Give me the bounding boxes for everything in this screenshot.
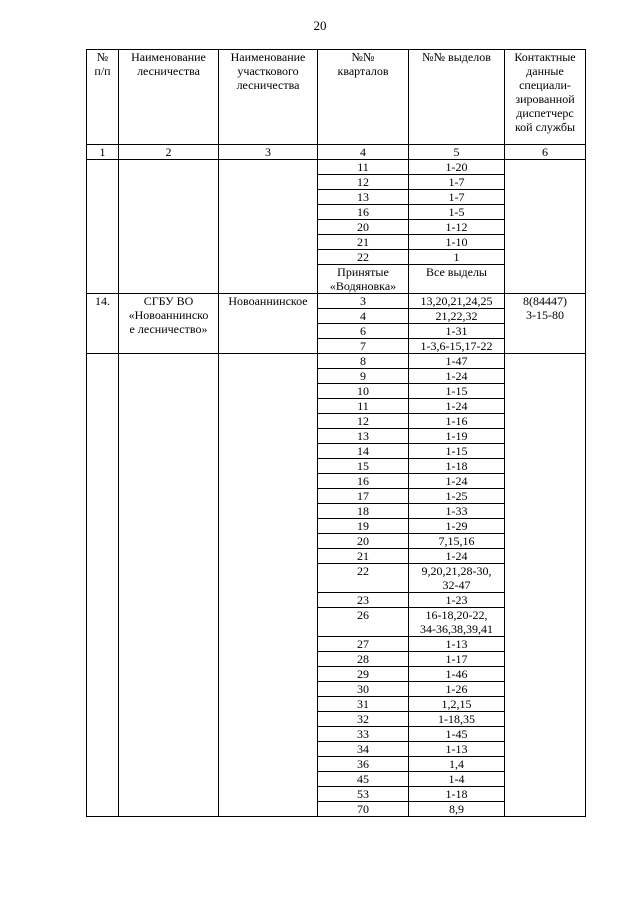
plots-cell-line: 1-29 [445, 519, 468, 533]
empty-uch-cell [219, 160, 318, 294]
plots-cell-line: 9,20,21,28-30, [421, 564, 492, 578]
plots-cell [409, 727, 505, 742]
header-cell [505, 50, 586, 145]
quarter-cell: 29 [318, 667, 409, 682]
quarter-cell: 13 [318, 190, 409, 205]
plots-cell [409, 697, 505, 712]
plots-cell: 1-20 [409, 160, 505, 175]
contact-cell [505, 294, 586, 354]
plots-cell-line: 1-45 [445, 727, 468, 741]
quarter-cell: 13 [318, 429, 409, 444]
plots-cell [409, 354, 505, 369]
column-number: 3 [219, 145, 318, 160]
quarter-cell: 18 [318, 504, 409, 519]
plots-cell [409, 742, 505, 757]
empty-name-cell [119, 160, 219, 294]
quarter-cell: 22 [318, 564, 409, 593]
plots-cell [409, 608, 505, 637]
plots-cell: 1-5 [409, 205, 505, 220]
plots-cell-line: 8,9 [449, 802, 464, 816]
empty-num-cell [87, 160, 119, 294]
column-number: 5 [409, 145, 505, 160]
quarter-cell [318, 265, 409, 294]
column-number: 6 [505, 145, 586, 160]
plots-cell [409, 399, 505, 414]
plots-cell-line: 1-26 [445, 682, 468, 696]
quarter-cell: 9 [318, 369, 409, 384]
quarter-cell: 12 [318, 414, 409, 429]
quarter-cell: 30 [318, 682, 409, 697]
plots-cell [409, 667, 505, 682]
quarter-cell: 16 [318, 205, 409, 220]
plots-cell-line: 1-16 [445, 414, 468, 428]
quarter-cell: 20 [318, 220, 409, 235]
header-cell [318, 50, 409, 145]
plots-cell [409, 489, 505, 504]
plots-cell-line: 1,4 [449, 757, 464, 771]
quarter-cell: 21 [318, 235, 409, 250]
header-cell-line: данные [526, 64, 564, 78]
header-cell-line: специали- [519, 78, 571, 92]
page-number: 20 [313, 18, 327, 33]
header-cell-line: №№ [351, 50, 375, 64]
plots-cell [409, 757, 505, 772]
plots-cell-line: 1-25 [445, 489, 468, 503]
plots-cell-line: 16-18,20-22, [425, 608, 488, 622]
header-cell-line: участкового [237, 64, 299, 78]
header-cell [119, 50, 219, 145]
quarter-cell: 19 [318, 519, 409, 534]
plots-cell-line: 1-17 [445, 652, 468, 666]
plots-cell [409, 459, 505, 474]
quarter-cell: 11 [318, 160, 409, 175]
plots-cell: 1-7 [409, 175, 505, 190]
header-cell-line: лесничества [236, 78, 300, 92]
header-cell-line: зированной [515, 92, 575, 106]
column-number-row [87, 145, 586, 160]
plots-cell [409, 534, 505, 549]
quarter-cell: 36 [318, 757, 409, 772]
table-row [87, 294, 586, 309]
plots-cell-line: 1-4 [448, 772, 465, 786]
plots-cell [409, 444, 505, 459]
plots-cell-line: 7,15,16 [438, 534, 475, 548]
quarter-cell: 17 [318, 489, 409, 504]
quarter-cell: 27 [318, 637, 409, 652]
plots-cell [409, 772, 505, 787]
empty-name-cell [119, 354, 219, 817]
table-row [87, 354, 586, 369]
plots-cell [409, 414, 505, 429]
plots-cell: 1-12 [409, 220, 505, 235]
quarter-cell: 4 [318, 309, 409, 324]
plots-cell [409, 637, 505, 652]
header-cell-line: № [96, 50, 109, 64]
plots-cell-line: 1,2,15 [441, 697, 472, 711]
forestry-name-line: «Новоаннинско [128, 308, 209, 322]
quarter-cell: 32 [318, 712, 409, 727]
forestry-name-line: СГБУ ВО [143, 294, 194, 308]
plots-cell [409, 802, 505, 817]
forestry-table [86, 49, 586, 817]
plots-cell-line: 1-18 [445, 787, 468, 801]
header-cell-line: кой службы [514, 120, 576, 134]
quarter-cell-line: «Водяновка» [329, 279, 397, 293]
plots-cell-line: 1-13 [445, 637, 468, 651]
quarter-cell: 6 [318, 324, 409, 339]
header-cell [87, 50, 119, 145]
forestry-name [119, 294, 219, 354]
empty-uch-cell [219, 354, 318, 817]
plots-cell: 1-3,6-15,17-22 [409, 339, 505, 354]
empty-contact-cell [505, 354, 586, 817]
table-row [87, 160, 586, 175]
header-cell-line: Наименование [230, 50, 306, 64]
plots-cell [409, 787, 505, 802]
quarter-cell: 16 [318, 474, 409, 489]
quarter-cell: 3 [318, 294, 409, 309]
quarter-cell: 8 [318, 354, 409, 369]
quarter-cell: 7 [318, 339, 409, 354]
plots-cell-line: 1-24 [445, 399, 468, 413]
plots-cell-line: 1-47 [445, 354, 468, 368]
header-cell-line: кварталов [337, 64, 389, 78]
plots-cell [409, 652, 505, 667]
header-cell [219, 50, 318, 145]
plots-cell [409, 474, 505, 489]
quarter-cell-line: Принятые [337, 265, 389, 279]
quarter-cell: 45 [318, 772, 409, 787]
plots-cell-line: 1-18,35 [438, 712, 475, 726]
plots-cell-line: 1-23 [445, 593, 468, 607]
plots-cell-line: 1-15 [445, 384, 468, 398]
plots-cell [409, 429, 505, 444]
header-cell-line: п/п [94, 64, 111, 78]
forestry-name-line: е лесничество» [129, 322, 208, 336]
plots-cell-line: 1-18 [445, 459, 468, 473]
plots-cell [409, 519, 505, 534]
plots-cell-line: 1-19 [445, 429, 468, 443]
quarter-cell: 31 [318, 697, 409, 712]
quarter-cell: 11 [318, 399, 409, 414]
quarter-cell: 33 [318, 727, 409, 742]
quarter-cell: 34 [318, 742, 409, 757]
plots-cell: 21,22,32 [409, 309, 505, 324]
plots-cell [409, 384, 505, 399]
header-cell-line: №№ выделов [422, 50, 491, 64]
plots-cell [409, 712, 505, 727]
plots-cell [409, 504, 505, 519]
plots-cell: 1 [409, 250, 505, 265]
plots-cell-line: 1-24 [445, 369, 468, 383]
plots-cell: 13,20,21,24,25 [409, 294, 505, 309]
quarter-cell: 28 [318, 652, 409, 667]
contact-cell-line: 3-15-80 [526, 308, 564, 322]
quarter-cell: 23 [318, 593, 409, 608]
district-forestry-name: Новоаннинское [219, 294, 318, 354]
empty-num-cell [87, 354, 119, 817]
plots-cell: 1-31 [409, 324, 505, 339]
header-cell [409, 50, 505, 145]
plots-cell [409, 593, 505, 608]
plots-cell [409, 369, 505, 384]
quarter-cell: 14 [318, 444, 409, 459]
plots-cell-line: 1-46 [445, 667, 468, 681]
plots-cell-line: 1-24 [445, 474, 468, 488]
quarter-cell: 22 [318, 250, 409, 265]
plots-cell [409, 549, 505, 564]
plots-cell: 1-10 [409, 235, 505, 250]
quarter-cell: 70 [318, 802, 409, 817]
plots-cell-line: 1-33 [445, 504, 468, 518]
entry-number: 14. [87, 294, 119, 354]
column-number: 4 [318, 145, 409, 160]
column-number: 2 [119, 145, 219, 160]
plots-cell: 1-7 [409, 190, 505, 205]
contact-cell-line: 8(84447) [523, 294, 567, 308]
header-cell-line: диспетчерс [516, 106, 574, 120]
plots-cell-line: 1-15 [445, 444, 468, 458]
plots-cell-line: 32-47 [442, 578, 471, 592]
quarter-cell: 12 [318, 175, 409, 190]
plots-cell [409, 564, 505, 593]
quarter-cell: 21 [318, 549, 409, 564]
column-number: 1 [87, 145, 119, 160]
quarter-cell: 10 [318, 384, 409, 399]
plots-cell-line: 34-36,38,39,41 [420, 622, 493, 636]
plots-cell-line: 1-24 [445, 549, 468, 563]
quarter-cell: 26 [318, 608, 409, 637]
header-cell-line: Наименование [131, 50, 206, 64]
quarter-cell: 20 [318, 534, 409, 549]
empty-contact-cell [505, 160, 586, 294]
header-cell-line: лесничества [137, 64, 200, 78]
quarter-cell: 15 [318, 459, 409, 474]
header-row [87, 50, 586, 145]
plots-cell: Все выделы [409, 265, 505, 294]
quarter-cell: 53 [318, 787, 409, 802]
plots-cell [409, 682, 505, 697]
plots-cell-line: 1-13 [445, 742, 468, 756]
header-cell-line: Контактные [514, 50, 576, 64]
